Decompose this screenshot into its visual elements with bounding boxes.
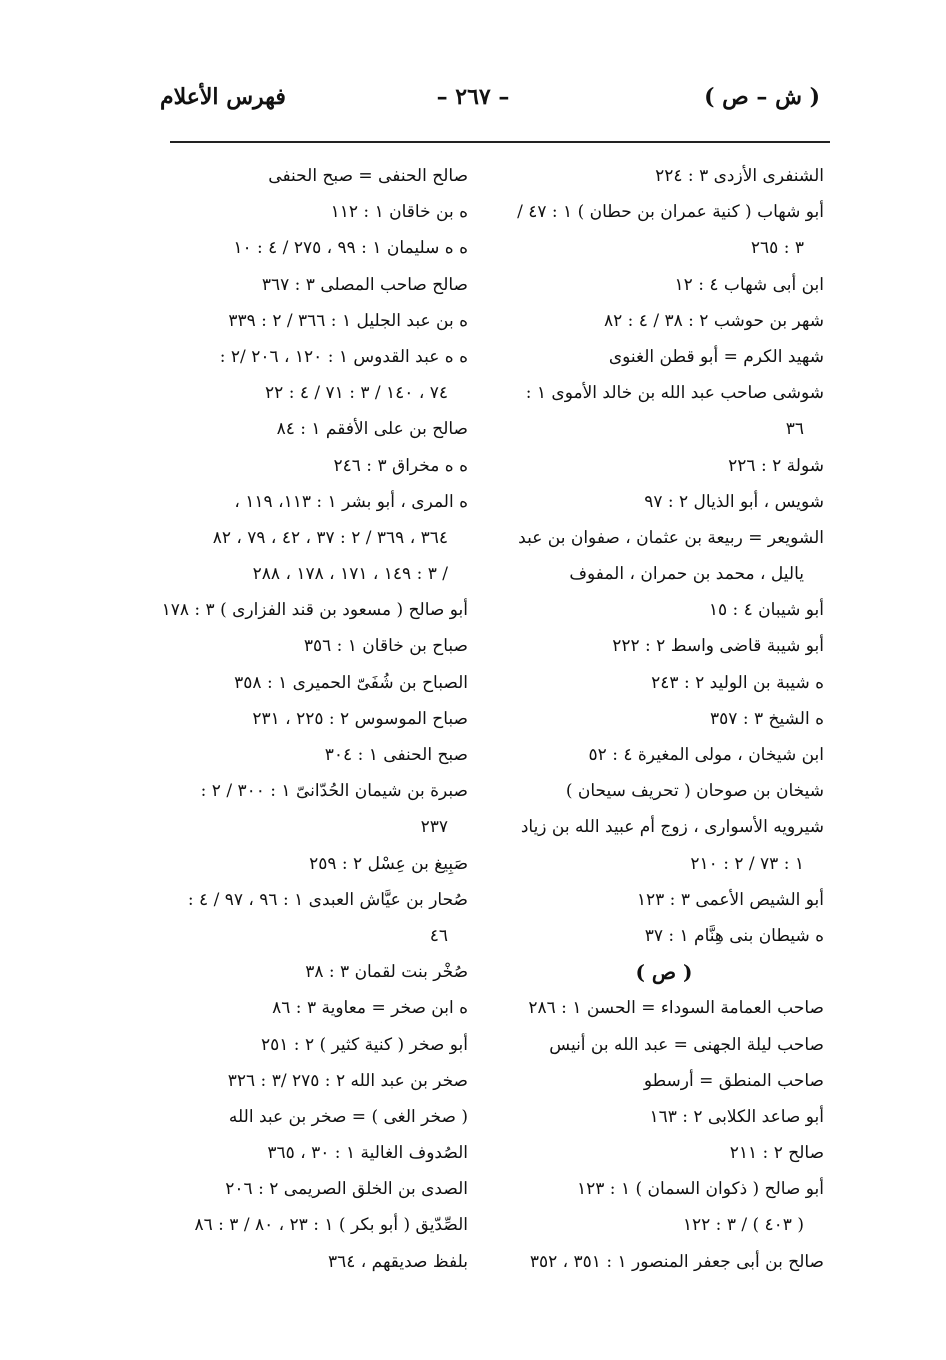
index-entry: ابن شيخان ، مولى المغيرة ٤ : ٥٢	[588, 745, 824, 765]
right-column	[504, 158, 824, 1280]
index-entry: صالح صاحب المصلى ٣ : ٣٦٧	[261, 274, 468, 295]
section-letters: ( ش – ص )	[704, 84, 820, 110]
index-entry: الصدى بن الخلق الصريمى ٢ : ٢٠٦	[225, 1179, 468, 1200]
index-entry: صاحب ليلة الجهنى = عبد الله بن أنيس	[549, 1034, 824, 1055]
index-entry: الشويعر = ربيعة بن عثمان ، صفوان بن عبد	[518, 527, 824, 548]
index-entry: الصِّدّيق ( أبو بكر ) ١ : ٢٣ ، ٨٠ / ٣ : ٨٦	[194, 1215, 468, 1236]
index-entry: صباح الموسوس ٢ : ٢٢٥ ، ٢٣١	[252, 708, 468, 729]
index-entry: صباح بن خاقان ١ : ٣٥٦	[303, 636, 468, 657]
index-entry: ٧٤ ، ١٤٠ / ٣ : ٧١ / ٤ : ٢٢	[265, 383, 448, 404]
index-entry: صبرة بن شيمان الحُدّانىّ ١ : ٣٠٠ / ٢ :	[200, 781, 468, 802]
index-entry: ه المرى ، أبو بشر ١ : ١١٣، ١١٩ ،	[234, 491, 468, 512]
header-rule	[170, 141, 830, 143]
index-entry: صُحار بن عيَّاش العبدى ١ : ٩٦ ، ٩٧ / ٤ :	[187, 889, 468, 910]
index-entry: ه ه سليمان ١ : ٩٩ ، ٢٧٥ / ٤ : ١٠	[233, 238, 468, 259]
index-entry: / ٣ : ١٤٩ ، ١٧١ ، ١٧٨ ، ٢٨٨	[252, 564, 448, 585]
index-entry: أبو شيبان ٤ : ١٥	[708, 600, 824, 621]
index-entry: شيرويه الأسوارى ، زوج أم عبيد الله بن زياد	[520, 817, 824, 838]
index-entry: ( ٤٠٣ ) / ٣ : ١٢٢	[682, 1215, 804, 1236]
index-entry: ه ه عبد القدوس ١ : ١٢٠ ، ٢٠٦ /٢ :	[219, 346, 468, 367]
index-entry: أبو صالح ( ذكوان السمان ) ١ : ١٢٣	[577, 1179, 824, 1200]
left-column	[150, 158, 468, 1280]
index-entry: ه ابن صخر = معاوية ٣ : ٨٦	[272, 998, 468, 1019]
index-entry: شويس ، أبو الذيال ٢ : ٩٧	[644, 491, 824, 512]
index-entry: شيخان بن صوحان ( تحريف سيحان )	[565, 781, 824, 802]
index-entry: ابن أبى شهاب ٤ : ١٢	[674, 274, 824, 295]
index-entry: الشنفرى الأزدى ٣ : ٢٢٤	[655, 166, 824, 186]
index-entry: أبو شيبة قاضى واسط ٢ : ٢٢٢	[612, 636, 824, 657]
index-entry: أبو صخر ( كنية كثير ) ٢ : ٢٥١	[260, 1034, 468, 1055]
index-entry: ٢٣٧	[420, 817, 448, 838]
index-entry: أبو صاعد الكلابى ٢ : ١٦٣	[649, 1106, 824, 1127]
index-entry: ه بن عبد الجليل ١ : ٣٦٦ / ٢ : ٣٣٩	[228, 310, 468, 331]
index-entry: ١ : ٧٣ / ٢ : ٢١٠	[690, 853, 804, 874]
index-entry: ه الشيخ ٣ : ٣٥٧	[710, 708, 824, 729]
index-entry: صالح الحنفى = صبح الحنفى	[268, 166, 468, 186]
index-entry: أبو شهاب ( كنية عمران بن حطان ) ١ : ٤٧ /	[517, 202, 824, 223]
index-entry: أبو الشيص الأعمى ٣ : ١٢٣	[636, 889, 824, 910]
page-number: – ٢٦٧ –	[436, 84, 510, 110]
index-title: فهرس الأعلام	[160, 84, 286, 110]
index-entry: ٣٦	[785, 419, 804, 440]
index-entry: ٤٦	[429, 925, 448, 946]
index-entry: شهيد الكرم = أبو قطن الغنوى	[608, 346, 824, 367]
index-entry: صاحب المنطق = أرسطو	[643, 1070, 824, 1091]
index-entry: أبو صالح ( مسعود بن قند الفزارى ) ٣ : ١٧٨	[161, 600, 468, 621]
index-entry: ه شيطان بنى هِنَّام ١ : ٣٧	[644, 925, 824, 946]
index-entry: صُخْر بنت لقمان ٣ : ٣٨	[305, 962, 468, 983]
section-heading: ( ص )	[635, 960, 693, 985]
index-entry: ( صخر الغى ) = صخر بن عبد الله	[228, 1106, 468, 1127]
index-entry: صخر بن عبد الله ٢ : ٢٧٥ /٣ : ٣٢٦	[227, 1070, 468, 1091]
index-entry: صاحب العمامة السوداء = الحسن ١ : ٢٨٦	[528, 998, 824, 1019]
index-entry: ياليل ، محمد بن حمران ، المفوف	[569, 564, 804, 585]
index-entry: شوشى صاحب عبد الله بن خالد الأموى ١ :	[525, 383, 824, 404]
index-entry: ٣٦٤ ، ٣٦٩ / ٢ : ٣٧ ، ٤٢ ، ٧٩ ، ٨٢	[212, 527, 448, 548]
index-entry: صالح بن أبى جعفر المنصور ١ : ٣٥١ ، ٣٥٢	[529, 1251, 824, 1272]
index-entry: ه شيبة بن الوليد ٢ : ٢٤٣	[651, 672, 824, 693]
index-entry: بلفظ صديقهم ، ٣٦٤	[327, 1251, 468, 1272]
index-entry: صَبِيغ بن عِسْل ٢ : ٢٥٩	[309, 853, 468, 874]
index-entry: صالح بن على الأفقم ١ : ٨٤	[276, 419, 468, 440]
index-entry: الصُدوف الغالية ١ : ٣٠ ، ٣٦٥	[267, 1143, 468, 1164]
index-entry: ٣ : ٢٦٥	[750, 238, 804, 259]
index-entry: شولة ٢ : ٢٢٦	[728, 455, 824, 476]
index-entry: ه بن خاقان ١ : ١١٢	[330, 202, 468, 223]
index-entry: صبح الحنفى ١ : ٣٠٤	[324, 745, 468, 765]
index-entry: شهر بن حوشب ٢ : ٣٨ / ٤ : ٨٢	[603, 310, 824, 331]
index-entry: الصباح بن شُفَىّ الحميرى ١ : ٣٥٨	[234, 672, 468, 693]
index-entry: صالح ٢ : ٢١١	[729, 1143, 824, 1164]
index-entry: ه ه مخراق ٣ : ٢٤٦	[333, 455, 468, 476]
